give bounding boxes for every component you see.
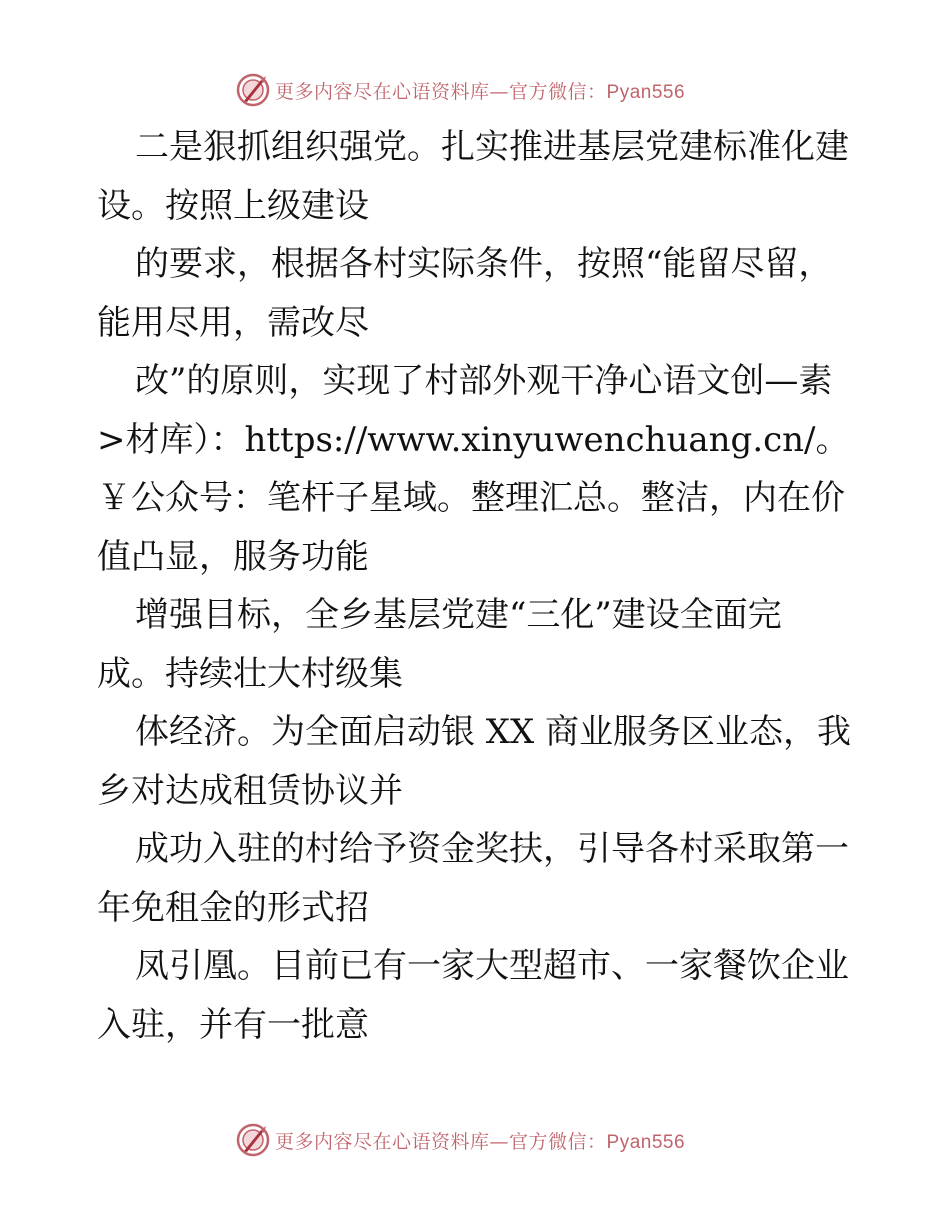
text-line: 改”的原则，实现了村部外观干净心语文创—素 — [135, 361, 833, 401]
text-line: 二是狠抓组织强党。扎实推进基层党建标准化建 — [135, 127, 849, 167]
text-line: 设。按照上级建设 — [97, 185, 369, 226]
text-line: 值凸显，服务功能 — [97, 536, 369, 577]
text-line: 体经济。为全面启动银 XX 商业服务区业态，我 — [135, 712, 852, 752]
document-body — [97, 118, 857, 1054]
text-line: 年免租金的形式招 — [97, 887, 369, 928]
quill-pen-logo-icon — [235, 72, 271, 108]
header-watermark — [235, 70, 755, 110]
quill-pen-logo-icon — [235, 1122, 271, 1158]
text-line: ￥公众号：笔杆子星域。整理汇总。整洁，内在价 — [97, 478, 845, 518]
text-line: 能用尽用，需改尽 — [97, 302, 369, 343]
text-line: 入驻，并有一批意 — [97, 1004, 369, 1045]
footer-watermark — [235, 1120, 755, 1160]
text-line: 凤引凰。目前已有一家大型超市、一家餐饮企业 — [135, 946, 849, 986]
text-line: 乡对达成租赁协议并 — [97, 770, 403, 811]
text-line: 的要求，根据各村实际条件，按照“能留尽留， — [135, 244, 833, 284]
text-line: 成。持续壮大村级集 — [97, 653, 403, 694]
header-wechat-id: Pyan556 — [606, 81, 686, 103]
text-line: >材库）：https://www.xinyuwenchuang.cn/。 — [97, 419, 850, 460]
footer-wechat-id: Pyan556 — [606, 1131, 686, 1153]
text-line: 增强目标，全乡基层党建“三化”建设全面完 — [135, 595, 782, 635]
text-line: 成功入驻的村给予资金奖扶，引导各村采取第一 — [135, 829, 849, 869]
footer-brand-text: 更多内容尽在心语资料库—官方微信：Pyan556 — [275, 1130, 686, 1153]
header-brand-text: 更多内容尽在心语资料库—官方微信：Pyan556 — [275, 80, 686, 103]
